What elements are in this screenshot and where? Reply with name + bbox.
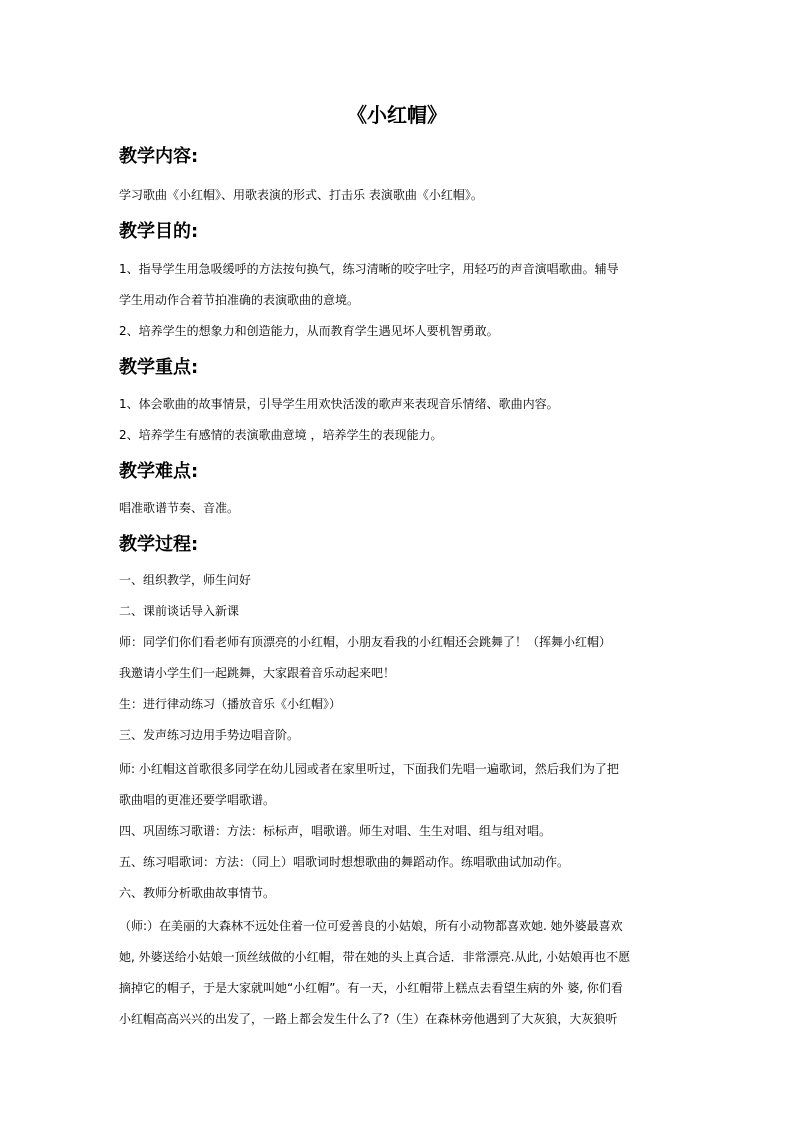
- process-line-5: 生：进行律动练习（播放音乐《小红帽》）: [119, 697, 342, 711]
- section-heading-goals: 教学目的:: [119, 221, 199, 242]
- key-points-line-1: 1、体会歌曲的故事情景，引导学生用欢快活泼的歌声来表现音乐情绪、歌曲内容。: [119, 397, 559, 411]
- process-line-12: （师:）在美丽的大森林不远处住着一位可爱善良的小姑娘，所有小动物都喜欢她. 她外婆最喜欢: [119, 919, 623, 933]
- process-line-2: 二、课前谈话导入新课: [119, 604, 240, 618]
- section-heading-process: 教学过程:: [119, 534, 199, 555]
- process-line-3: 师：同学们你们看老师有顶漂亮的小红帽，小朋友看我的小红帽还会跳舞了！（挥舞小红帽）: [119, 635, 612, 649]
- process-line-4: 我邀请小学生们一起跳舞，大家跟着音乐动起来吧！: [119, 666, 396, 680]
- difficulties-line-1: 唱准歌谱节奏、音准。: [119, 501, 240, 515]
- process-line-1: 一、组织教学，师生问好: [119, 573, 252, 587]
- section-heading-key-points: 教学重点:: [119, 357, 199, 378]
- process-line-6: 三、发声练习边用手势边唱音阶。: [119, 728, 300, 742]
- goals-line-1: 1、指导学生用急吸缓呼的方法按句换气，练习清晰的咬字吐字，用轻巧的声音演唱歌曲。辅导: [119, 262, 619, 276]
- process-line-15: 小红帽高高兴兴的出发了，一路上都会发生什么了?（生）在森林旁他遇到了大灰狼，大灰狼听: [119, 1012, 618, 1026]
- goals-line-2: 学生用动作合着节拍准确的表演歌曲的意境。: [119, 293, 360, 307]
- process-line-10: 五、练习唱歌词：方法：（同上）唱歌词时想想歌曲的舞蹈动作。练唱歌曲试加动作。: [119, 855, 570, 869]
- document-title: 《小红帽》: [347, 103, 447, 127]
- process-line-14: 摘掉它的帽子，于是大家就叫她“小红帽”。有一天，小红帽带上糕点去看望生病的外 婆, 你们看: [119, 981, 623, 995]
- goals-line-3: 2、培养学生的想象力和创造能力，从而教育学生遇见坏人要机智勇敢。: [119, 324, 499, 338]
- process-line-11: 六、教师分析歌曲故事情节。: [119, 886, 276, 900]
- key-points-line-2: 2、培养学生有感情的表演歌曲意境 ，培养学生的表现能力。: [119, 428, 443, 442]
- section-heading-difficulties: 教学难点:: [119, 461, 199, 482]
- section-heading-content: 教学内容:: [119, 146, 199, 167]
- content-line-1: 学习歌曲《小红帽》、用歌表演的形式、打击乐 表演歌曲《小红帽》。: [119, 188, 483, 202]
- process-line-13: 她, 外婆送给小姑娘一顶丝绒做的小红帽，带在她的头上真合适．非常漂亮.从此, 小姑娘再也不愿: [119, 950, 631, 964]
- process-line-7: 师: 小红帽这首歌很多同学在幼儿园或者在家里听过，下面我们先唱一遍歌词，然后我们为了把: [119, 762, 619, 776]
- process-line-9: 四、巩固练习歌谱：方法：标标声，唱歌谱。师生对唱、生生对唱、组与组对唱。: [119, 824, 552, 838]
- process-line-8: 歌曲唱的更准还要学唱歌谱。: [119, 793, 276, 807]
